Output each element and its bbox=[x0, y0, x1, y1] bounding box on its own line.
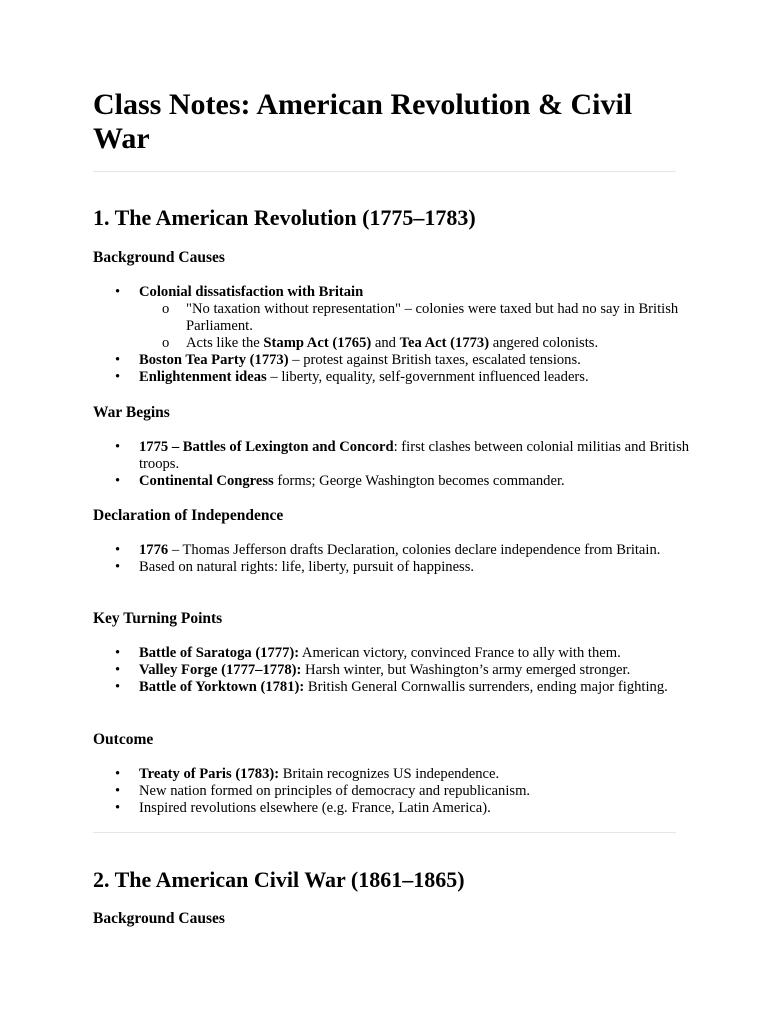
list-item-text: British General Cornwallis surrenders, ending major fighting. bbox=[304, 679, 668, 695]
war-begins-list bbox=[93, 439, 722, 490]
list-item bbox=[139, 542, 722, 559]
sublist-item-bold: Stamp Act (1765) bbox=[263, 335, 372, 351]
list-item bbox=[139, 800, 722, 817]
list-item bbox=[139, 766, 722, 783]
outcome-list bbox=[93, 766, 722, 817]
section-heading-revolution: 1. The American Revolution (1775–1783) bbox=[93, 205, 476, 230]
subheading-background-causes: Background Causes bbox=[93, 249, 225, 266]
list-item-text: – protest against British taxes, escalated tensions. bbox=[288, 352, 581, 368]
list-item-bold: Boston Tea Party (1773) bbox=[139, 352, 289, 368]
list-item-text: – liberty, equality, self-government influenced leaders. bbox=[266, 369, 589, 385]
subheading-turning-points: Key Turning Points bbox=[93, 610, 223, 627]
section-heading-civil-war: 2. The American Civil War (1861–1865) bbox=[93, 867, 465, 892]
list-item-bold: Battle of Saratoga (1777): bbox=[139, 645, 300, 661]
declaration-list bbox=[93, 542, 722, 576]
title-divider bbox=[93, 171, 676, 172]
subheading-civil-war-background: Background Causes bbox=[93, 910, 225, 927]
list-item-bold: Treaty of Paris (1783): bbox=[139, 766, 280, 782]
turning-points-list bbox=[93, 645, 722, 696]
sublist-item-text: "No taxation without representation" – colonies were taxed but had no say in British Parliament. bbox=[186, 301, 679, 334]
list-item-text: : first clashes between colonial militias and British troops. bbox=[139, 439, 690, 472]
list-item-bold: Valley Forge (1777–1778): bbox=[139, 662, 302, 678]
list-item bbox=[139, 439, 722, 473]
list-item bbox=[139, 783, 722, 800]
list-item-text: forms; George Washington becomes commander. bbox=[273, 473, 565, 489]
list-item-bold: 1776 bbox=[139, 542, 169, 558]
sublist-item bbox=[186, 301, 722, 335]
subheading-war-begins: War Begins bbox=[93, 404, 170, 421]
list-item-text: Britain recognizes US independence. bbox=[279, 766, 500, 782]
list-item bbox=[139, 559, 722, 576]
list-item-text: Inspired revolutions elsewhere (e.g. France, Latin America). bbox=[139, 800, 491, 816]
list-item-text: New nation formed on principles of democracy and republicanism. bbox=[139, 783, 531, 799]
list-item-text: American victory, convinced France to ally with them. bbox=[299, 645, 621, 661]
background-causes-list bbox=[93, 284, 722, 386]
sublist-item bbox=[186, 335, 722, 352]
list-item-bold: Continental Congress bbox=[139, 473, 274, 489]
sublist-item-text: angered colonists. bbox=[489, 335, 599, 351]
section-divider bbox=[93, 832, 676, 833]
list-item bbox=[139, 369, 722, 386]
list-item bbox=[139, 284, 722, 352]
list-item-text: Based on natural rights: life, liberty, pursuit of happiness. bbox=[139, 559, 475, 575]
sublist-item-bold: Tea Act (1773) bbox=[399, 335, 490, 351]
list-item bbox=[139, 352, 722, 369]
sublist-item-text: Acts like the bbox=[186, 335, 264, 351]
list-item-bold: Battle of Yorktown (1781): bbox=[139, 679, 305, 695]
list-item-bold: Colonial dissatisfaction with Britain bbox=[139, 284, 364, 300]
sublist bbox=[139, 301, 722, 352]
list-item bbox=[139, 662, 722, 679]
list-item bbox=[139, 679, 722, 696]
list-item-text: Harsh winter, but Washington’s army emerged stronger. bbox=[301, 662, 631, 678]
subheading-declaration: Declaration of Independence bbox=[93, 507, 284, 524]
list-item bbox=[139, 473, 722, 490]
list-item-bold: Enlightenment ideas bbox=[139, 369, 267, 385]
list-item bbox=[139, 645, 722, 662]
list-item-text: – Thomas Jefferson drafts Declaration, colonies declare independence from Britain. bbox=[168, 542, 661, 558]
list-item-bold: 1775 – Battles of Lexington and Concord bbox=[139, 439, 394, 455]
sublist-item-text: and bbox=[371, 335, 400, 351]
subheading-outcome: Outcome bbox=[93, 731, 154, 748]
page-title: Class Notes: American Revolution & Civil War bbox=[93, 88, 633, 155]
